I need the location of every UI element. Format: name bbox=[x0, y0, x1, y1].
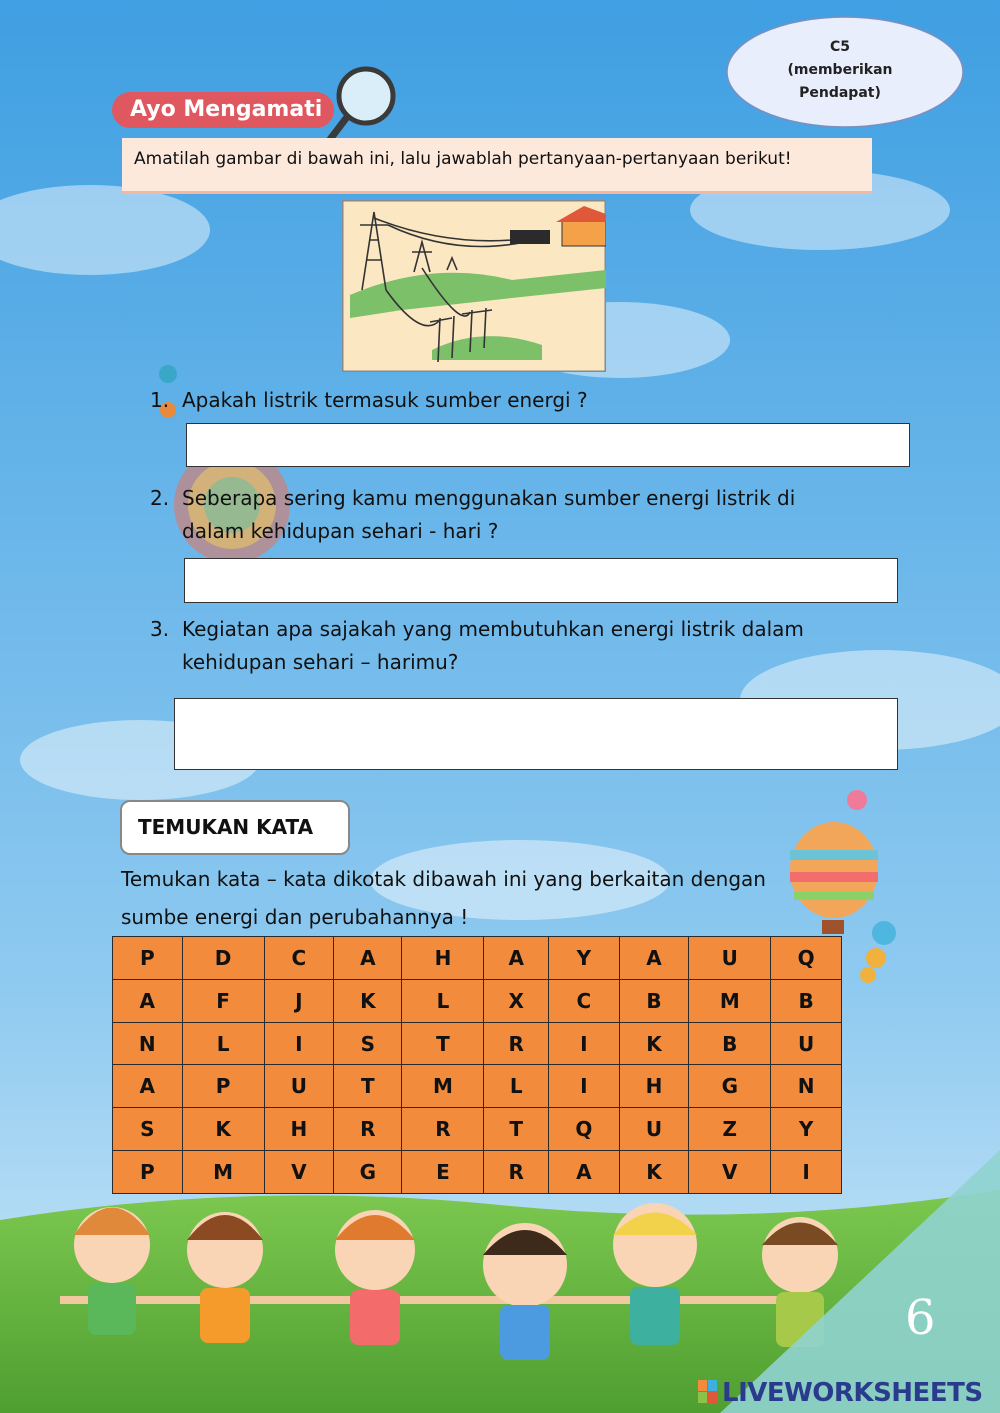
grid-cell[interactable]: M bbox=[182, 1151, 264, 1194]
instruction-line-1: Temukan kata – kata dikotak dibawah ini yang berkaitan dengan bbox=[121, 867, 766, 891]
grid-cell[interactable]: H bbox=[264, 1108, 334, 1151]
grid-cell[interactable]: N bbox=[113, 1022, 183, 1065]
grid-cell[interactable]: Y bbox=[549, 937, 620, 980]
question-number: 2. bbox=[150, 486, 170, 510]
question-text: Seberapa sering kamu menggunakan sumber energi listrik di bbox=[182, 486, 796, 510]
grid-cell[interactable]: R bbox=[484, 1151, 549, 1194]
instruction-line-2: sumbe energi dan perubahannya ! bbox=[121, 905, 469, 929]
grid-cell[interactable]: I bbox=[771, 1151, 842, 1194]
grid-cell[interactable]: I bbox=[549, 1022, 620, 1065]
grid-row bbox=[113, 979, 842, 1022]
question-text-cont: dalam kehidupan sehari - hari ? bbox=[182, 519, 499, 543]
grid-cell[interactable]: K bbox=[619, 1022, 689, 1065]
grid-cell[interactable]: T bbox=[484, 1108, 549, 1151]
grid-cell[interactable]: T bbox=[334, 1065, 402, 1108]
grid-cell[interactable]: G bbox=[689, 1065, 771, 1108]
grid-cell[interactable]: F bbox=[182, 979, 264, 1022]
answer-1-input[interactable] bbox=[186, 423, 910, 467]
grid-cell[interactable]: M bbox=[402, 1065, 484, 1108]
grid-cell[interactable]: P bbox=[113, 1151, 183, 1194]
grid-cell[interactable]: J bbox=[264, 979, 334, 1022]
grid-cell[interactable]: I bbox=[549, 1065, 620, 1108]
liveworksheets-badge-icon bbox=[698, 1380, 718, 1404]
section-title: Ayo Mengamati bbox=[112, 92, 334, 128]
power-lines-illustration bbox=[342, 200, 606, 372]
grid-cell[interactable]: N bbox=[771, 1065, 842, 1108]
grid-cell[interactable]: K bbox=[182, 1108, 264, 1151]
question-2 bbox=[150, 482, 870, 548]
grid-row bbox=[113, 1065, 842, 1108]
grid-row bbox=[113, 1151, 842, 1194]
grid-cell[interactable]: R bbox=[484, 1022, 549, 1065]
grid-cell[interactable]: Z bbox=[689, 1108, 771, 1151]
grid-cell[interactable]: U bbox=[619, 1108, 689, 1151]
answer-2-input[interactable] bbox=[184, 558, 898, 603]
grid-cell[interactable]: V bbox=[689, 1151, 771, 1194]
question-text: Kegiatan apa sajakah yang membutuhkan energi listrik dalam bbox=[182, 617, 804, 641]
instruction-box: Amatilah gambar di bawah ini, lalu jawablah pertanyaan-pertanyaan berikut! bbox=[122, 138, 872, 194]
badge-line-2: (memberikan bbox=[787, 62, 893, 78]
question-3 bbox=[150, 613, 870, 679]
grid-cell[interactable]: B bbox=[771, 979, 842, 1022]
page-number: 6 bbox=[905, 1290, 936, 1346]
word-search-instruction bbox=[121, 860, 821, 936]
assessment-badge bbox=[765, 36, 915, 105]
question-text: Apakah listrik termasuk sumber energi ? bbox=[182, 388, 588, 412]
grid-cell[interactable]: A bbox=[334, 937, 402, 980]
badge-line-1: C5 bbox=[829, 39, 850, 55]
grid-row bbox=[113, 1108, 842, 1151]
grid-cell[interactable]: A bbox=[619, 937, 689, 980]
grid-cell[interactable]: T bbox=[402, 1022, 484, 1065]
word-search-grid bbox=[112, 936, 842, 1194]
grid-cell[interactable]: A bbox=[484, 937, 549, 980]
grid-row bbox=[113, 937, 842, 980]
grid-cell[interactable]: D bbox=[182, 937, 264, 980]
grid-cell[interactable]: Q bbox=[549, 1108, 620, 1151]
grid-cell[interactable]: H bbox=[619, 1065, 689, 1108]
grid-cell[interactable]: R bbox=[402, 1108, 484, 1151]
grid-cell[interactable]: S bbox=[113, 1108, 183, 1151]
grid-cell[interactable]: P bbox=[113, 937, 183, 980]
grid-cell[interactable]: A bbox=[113, 1065, 183, 1108]
grid-cell[interactable]: A bbox=[549, 1151, 620, 1194]
question-number: 3. bbox=[150, 617, 170, 641]
grid-cell[interactable]: B bbox=[619, 979, 689, 1022]
grid-cell[interactable]: P bbox=[182, 1065, 264, 1108]
grid-cell[interactable]: B bbox=[689, 1022, 771, 1065]
grid-cell[interactable]: C bbox=[264, 937, 334, 980]
grid-cell[interactable]: X bbox=[484, 979, 549, 1022]
grid-cell[interactable]: I bbox=[264, 1022, 334, 1065]
grid-cell[interactable]: L bbox=[182, 1022, 264, 1065]
grid-cell[interactable]: Q bbox=[771, 937, 842, 980]
grid-cell[interactable]: A bbox=[113, 979, 183, 1022]
question-number: 1. bbox=[150, 388, 170, 412]
word-search-title: TEMUKAN KATA bbox=[120, 800, 350, 855]
question-text-cont: kehidupan sehari – harimu? bbox=[182, 650, 459, 674]
grid-cell[interactable]: U bbox=[771, 1022, 842, 1065]
grid-cell[interactable]: H bbox=[402, 937, 484, 980]
badge-line-3: Pendapat) bbox=[799, 85, 881, 101]
grid-cell[interactable]: K bbox=[334, 979, 402, 1022]
grid-row bbox=[113, 1022, 842, 1065]
grid-cell[interactable]: E bbox=[402, 1151, 484, 1194]
grid-cell[interactable]: G bbox=[334, 1151, 402, 1194]
grid-cell[interactable]: K bbox=[619, 1151, 689, 1194]
grid-cell[interactable]: M bbox=[689, 979, 771, 1022]
grid-cell[interactable]: U bbox=[689, 937, 771, 980]
liveworksheets-text: LIVEWORKSHEETS bbox=[722, 1378, 983, 1408]
grid-cell[interactable]: U bbox=[264, 1065, 334, 1108]
grid-cell[interactable]: C bbox=[549, 979, 620, 1022]
liveworksheets-logo bbox=[698, 1378, 983, 1408]
grid-cell[interactable]: R bbox=[334, 1108, 402, 1151]
question-1 bbox=[150, 384, 870, 417]
grid-cell[interactable]: Y bbox=[771, 1108, 842, 1151]
grid-cell[interactable]: L bbox=[484, 1065, 549, 1108]
answer-3-input[interactable] bbox=[174, 698, 898, 770]
grid-cell[interactable]: L bbox=[402, 979, 484, 1022]
grid-cell[interactable]: V bbox=[264, 1151, 334, 1194]
grid-cell[interactable]: S bbox=[334, 1022, 402, 1065]
